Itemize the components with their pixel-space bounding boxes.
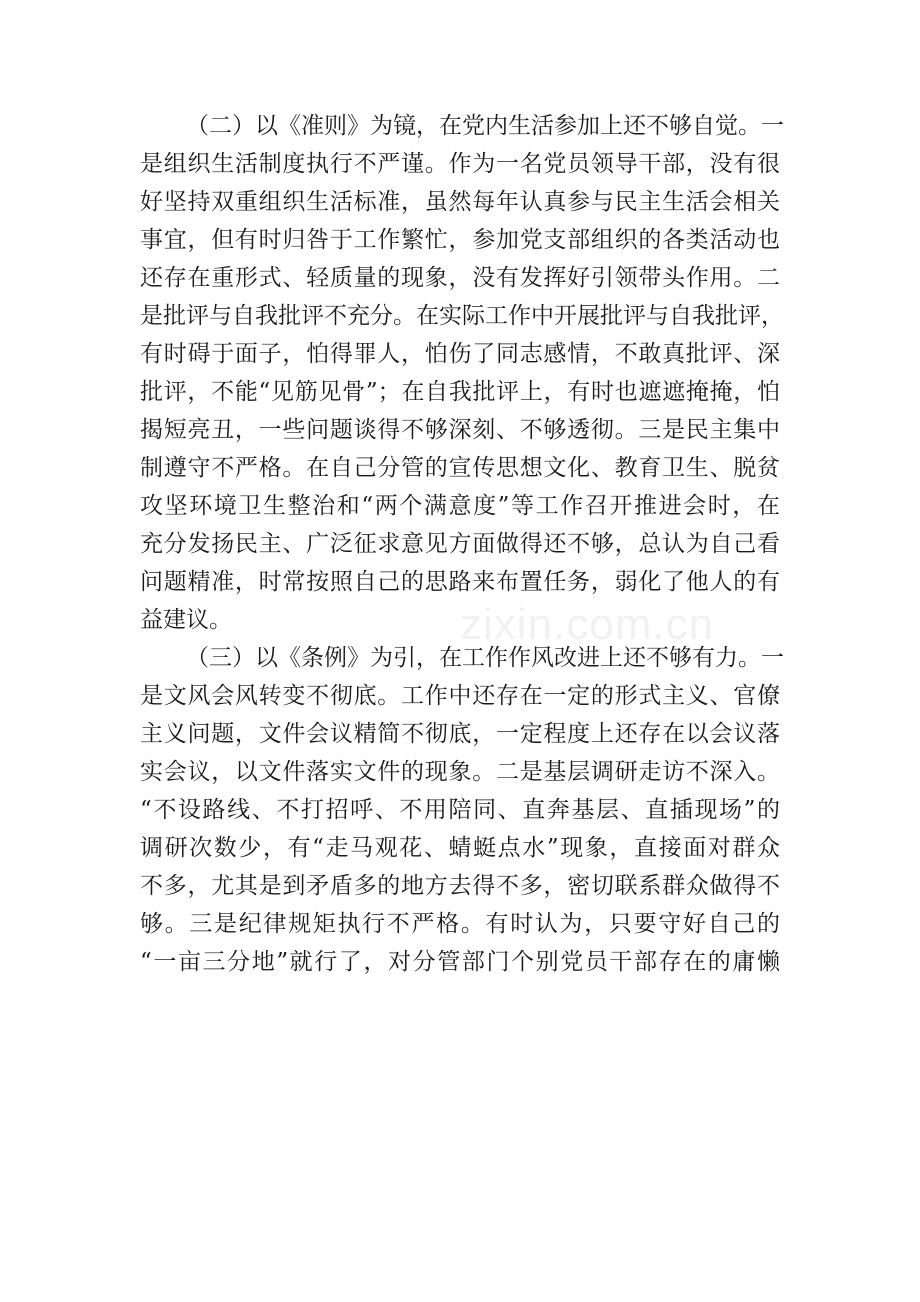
paragraph-line: 批评，不能“见筋见骨”；在自我批评上，有时也遮遮掩掩，怕 xyxy=(140,379,780,405)
paragraph-line: 调研次数少，有“走马观花、蜻蜓点水”现象，直接面对群众 xyxy=(140,835,780,861)
paragraph-line: 有时碍于面子，怕得罪人，怕伤了同志感情，不敢真批评、深 xyxy=(140,341,780,367)
paragraph-line: （三）以《条例》为引，在工作作风改进上还不够有力。一 xyxy=(186,645,784,671)
paragraph-line: 主义问题，文件会议精简不彻底，一定程度上还存在以会议落 xyxy=(140,721,780,747)
paragraph-line: 够。三是纪律规矩执行不严格。有时认为，只要守好自己的 xyxy=(140,911,780,937)
paragraph-line: 益建议。 xyxy=(140,607,232,633)
paragraph-line: “一亩三分地”就行了，对分管部门个别党员干部存在的庸懒 xyxy=(140,949,780,975)
paragraph-line: 是批评与自我批评不充分。在实际工作中开展批评与自我批评， xyxy=(140,303,784,329)
paragraph-line: 是组织生活制度执行不严谨。作为一名党员领导干部，没有很 xyxy=(140,151,780,177)
paragraph-line: 不多，尤其是到矛盾多的地方去得不多，密切联系群众做得不 xyxy=(140,873,780,899)
paragraph-line: “不设路线、不打招呼、不用陪同、直奔基层、直插现场”的 xyxy=(140,797,780,823)
paragraph-line: 是文风会风转变不彻底。工作中还存在一定的形式主义、官僚 xyxy=(140,683,780,709)
paragraph-line: 还存在重形式、轻质量的现象，没有发挥好引领带头作用。二 xyxy=(140,265,780,291)
paragraph-line: （二）以《准则》为镜，在党内生活参加上还不够自觉。一 xyxy=(186,113,784,139)
paragraph-line: 充分发扬民主、广泛征求意见方面做得还不够，总认为自己看 xyxy=(140,531,780,557)
paragraph-line: 制遵守不严格。在自己分管的宣传思想文化、教育卫生、脱贫 xyxy=(140,455,780,481)
paragraph-line: 攻坚环境卫生整治和“两个满意度”等工作召开推进会时，在 xyxy=(140,493,780,519)
paragraph-line: 实会议，以文件落实文件的现象。二是基层调研走访不深入。 xyxy=(140,759,780,785)
document-body xyxy=(140,107,784,981)
paragraph-section-three xyxy=(140,639,784,981)
paragraph-line: 揭短亮丑，一些问题谈得不够深刻、不够透彻。三是民主集中 xyxy=(140,417,780,443)
paragraph-line: 好坚持双重组织生活标准，虽然每年认真参与民主生活会相关 xyxy=(140,189,780,215)
paragraph-line: 问题精准，时常按照自己的思路来布置任务，弱化了他人的有 xyxy=(140,569,780,595)
watermark: zixin.com.cn xyxy=(460,600,715,649)
paragraph-line: 事宜，但有时归咎于工作繁忙，参加党支部组织的各类活动也 xyxy=(140,227,780,253)
paragraph-section-two xyxy=(140,107,784,639)
